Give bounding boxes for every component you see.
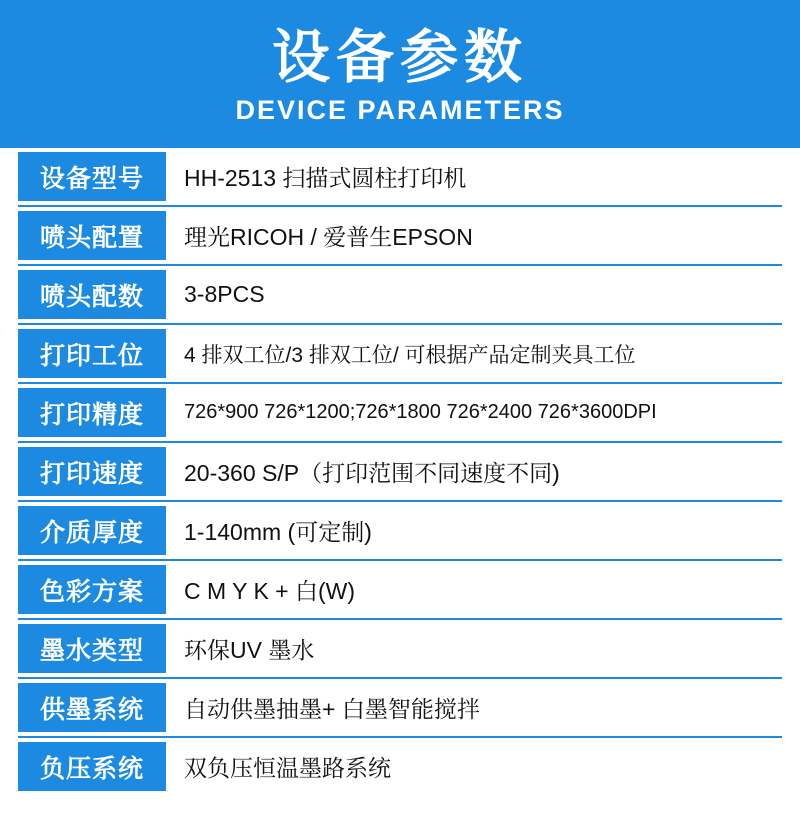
page-title-en: DEVICE PARAMETERS: [235, 95, 565, 126]
table-row: [18, 384, 782, 443]
spec-value: 双负压恒温墨路系统: [184, 755, 391, 781]
spec-label: 打印速度: [18, 447, 166, 496]
spec-label: 介质厚度: [18, 506, 166, 555]
table-row: [18, 738, 782, 795]
table-row: [18, 620, 782, 679]
spec-label: 墨水类型: [18, 624, 166, 673]
spec-value: 环保UV 墨水: [184, 637, 315, 663]
page-header: [0, 0, 800, 148]
spec-value: 726*900 726*1200;726*1800 726*2400 726*3600DPI: [184, 401, 657, 423]
table-row: [18, 502, 782, 561]
spec-value: 4 排双工位/3 排双工位/ 可根据产品定制夹具工位: [184, 343, 636, 367]
spec-label: 设备型号: [18, 152, 166, 201]
page-title-cn: 设备参数: [271, 24, 528, 90]
spec-value: 20-360 S/P（打印范围不同速度不同): [184, 460, 560, 486]
spec-label: 打印精度: [18, 388, 166, 437]
spec-value: C M Y K + 白(W): [184, 578, 356, 604]
spec-label: 负压系统: [18, 742, 166, 791]
spec-label: 色彩方案: [18, 565, 166, 614]
spec-value: 3-8PCS: [184, 281, 265, 307]
table-row: [18, 679, 782, 738]
spec-label: 供墨系统: [18, 683, 166, 732]
table-row: [18, 325, 782, 384]
spec-label: 喷头配数: [18, 270, 166, 319]
table-row: [18, 207, 782, 266]
spec-value: 1-140mm (可定制): [184, 519, 372, 545]
footer-spacer: [0, 817, 800, 825]
spec-label: 打印工位: [18, 329, 166, 378]
spec-value: 自动供墨抽墨+ 白墨智能搅拌: [184, 696, 480, 722]
spec-value: 理光RICOH / 爱普生EPSON: [184, 224, 473, 250]
spec-value: HH-2513 扫描式圆柱打印机: [184, 165, 467, 191]
spec-table: [0, 148, 800, 795]
table-row: [18, 561, 782, 620]
table-row: [18, 148, 782, 207]
spec-label: 喷头配置: [18, 211, 166, 260]
table-row: [18, 266, 782, 325]
table-row: [18, 443, 782, 502]
